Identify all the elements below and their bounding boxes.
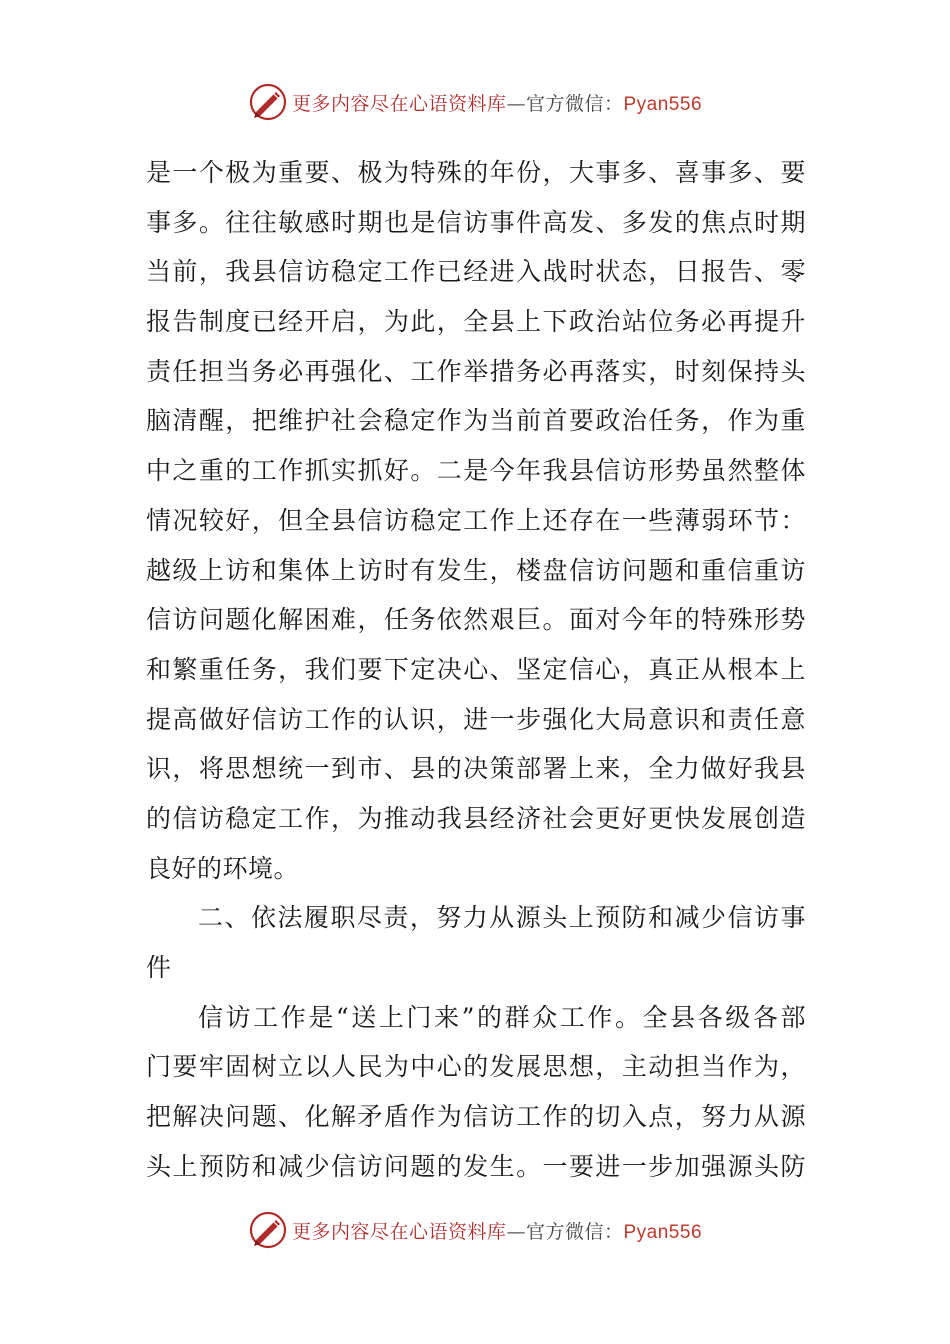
footer-wechat-id: Pyan556 [623, 1221, 703, 1243]
body-line: 是一个极为重要、极为特殊的年份，大事多、喜事多、要 [146, 158, 806, 187]
body-line: 事多。往往敏感时期也是信访事件高发、多发的焦点时期 [146, 207, 806, 237]
footer-banner-title: 更多内容尽在心语资料库 [291, 1220, 507, 1243]
body-line: 识，将思想统一到市、县的决策部署上来，全力做好我县 [146, 754, 806, 784]
body-line: 情况较好，但全县信访稳定工作上还存在一些薄弱环节： [146, 505, 806, 535]
body-line: 中之重的工作抓实抓好。二是今年我县信访形势虽然整体 [146, 456, 806, 486]
body-line: 的信访稳定工作，为推动我县经济社会更好更快发展创造 [146, 803, 806, 833]
header-wechat-id: Pyan556 [623, 93, 703, 115]
body-line: 信访问题化解困难，任务依然艰巨。面对今年的特殊形势 [146, 605, 806, 635]
body-line: 信访工作是“送上门来”的群众工作。全县各级各部 [198, 1002, 806, 1032]
body-line: 和繁重任务，我们要下定决心、坚定信心，真正从根本上 [146, 654, 806, 684]
body-line: 脑清醒，把维护社会稳定作为当前首要政治任务，作为重 [146, 406, 806, 436]
body-line: 当前，我县信访稳定工作已经进入战时状态，日报告、零 [146, 257, 806, 287]
pen-logo-icon [248, 82, 288, 122]
body-line: 报告制度已经开启，为此，全县上下政治站位务必再提升 [146, 307, 806, 337]
header-wechat-label: 官方微信： [525, 92, 624, 115]
body-line: 责任担当务必再强化、工作举措务必再落实，时刻保持头 [146, 356, 806, 386]
pen-logo-icon [248, 1210, 288, 1250]
body-line: 提高做好信访工作的认识，进一步强化大局意识和责任意 [146, 704, 806, 734]
body-line: 良好的环境。 [146, 853, 300, 883]
body-line: 门要牢固树立以人民为中心的发展思想，主动担当作为， [146, 1052, 806, 1082]
body-line: 头上预防和减少信访问题的发生。一要进一步加强源头防 [146, 1151, 806, 1181]
header-banner-separator: — [506, 92, 526, 115]
footer-wechat-label: 官方微信： [525, 1220, 624, 1243]
section-heading-continued: 件 [146, 953, 172, 982]
footer-banner-separator: — [506, 1220, 526, 1243]
body-line: 越级上访和集体上访时有发生，楼盘信访问题和重信重访 [146, 555, 806, 585]
document-body [146, 148, 806, 1191]
header-banner [0, 80, 950, 124]
body-line: 把解决问题、化解矛盾作为信访工作的切入点，努力从源 [146, 1102, 806, 1132]
header-banner-title: 更多内容尽在心语资料库 [291, 92, 507, 115]
footer-banner-text [292, 1217, 702, 1244]
section-heading: 二、依法履职尽责，努力从源头上预防和减少信访事 [198, 903, 806, 933]
footer-banner [0, 1208, 950, 1252]
header-banner-text [292, 89, 702, 116]
